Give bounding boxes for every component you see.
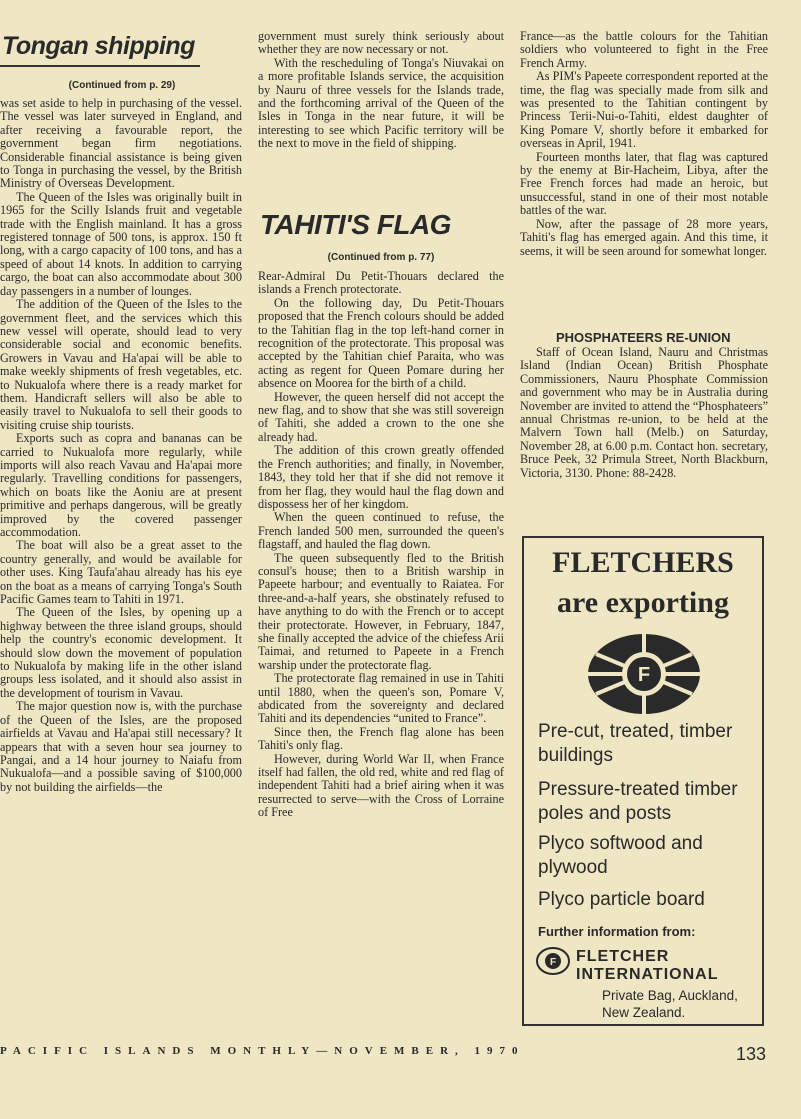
paragraph: Rear-Admiral Du Petit-Thouars declared the islands a French protectorate. [258,269,504,297]
ad-address: New Zealand. [602,1005,686,1020]
article-body [0,97,242,794]
paragraph: The protectorate flag remained in use in Tahiti until 1880, when the queen's son, Pomare V, abdicated from the sovereignty and declared Tahiti and its dependencies “united to France”. [258,671,504,726]
paragraph: As PIM's Papeete correspondent reported at the time, the flag was specially made from silk and was presented to the Tahitian contingent by Princess Terii-Nui-o-Tahiti, eldest daughter of King Pomare V, shortly before it embarked for overseas in April, 1941. [520,69,768,151]
paragraph: The major question now is, with the purchase of the Queen of the Isles, are the proposed airfields at Vavau and Ha'apai still necessary? It appears that with a seven hour sea journey to Pangai, and a 14 hour journey to Naiafu from Nukualofa—and a possible saving of $100,000 by not building the airfields—the [0,699,242,794]
article-body-continued [258,30,504,151]
paragraph: The boat will also be a great asset to the country generally, and would be available for other uses. King Taufa'ahau already has his eye on the boat as a means of carrying Tonga's South Pacific Games team to Tahiti in 1971. [0,538,242,607]
paragraph: Fourteen months later, that flag was captured by the enemy at Bir-Hacheim, Libya, after the Free French forces had made an heroic, but unsuccessful, stand in one of their most notable battles of the war. [520,149,768,218]
paragraph: The Queen of the Isles, by opening up a highway between the three island groups, should help the country's economic development. It should slow down the movement of population to Nukualofa by making life in the other island groups less isolated, and it should also assist in the development of tourism in Vavau. [0,605,242,700]
fletcher-globe-icon [586,630,702,716]
phosphateers-body [520,346,768,480]
paragraph: However, during World War II, when France itself had fallen, the old red, white and red flag of independent Tahiti had a brief airing when it was resurrected to serve—with the Cross of Lorraine of Free [258,751,504,820]
paragraph: However, the queen herself did not accept the new flag, and to show that she was still sovereign of Tahiti, she added a crown to the one she already had. [258,389,504,444]
ad-company-name: FLETCHER [576,948,670,965]
page-footer: PACIFIC ISLANDS MONTHLY—NOVEMBER, 1970 [0,1045,525,1057]
ad-headline: FLETCHERS [552,546,734,579]
paragraph: Exports such as copra and bananas can be carried to Nukualofa more regularly, while imports will also reach Vavau and Ha'apai more regularly. Travelling conditions for passengers, which on boats like the Aoniu are at present primitive and perhaps dangerous, will be greatly improved by the covered passenger accommodation. [0,431,242,539]
paragraph: was set aside to help in purchasing of the vessel. The vessel was later surveyed in England, and after receiving a favourable report, the government began firm negotiations. Considerable financial assistance is being given to Tonga in purchasing the vessel, by the British Ministry of Overseas Development. [0,96,242,191]
svg-text:F: F [637,664,651,686]
phosphateers-heading: PHOSPHATEERS RE-UNION [556,330,731,345]
ad-address: Private Bag, Auckland, [602,988,738,1003]
article-title-tahitis-flag: TAHITI'S FLAG [260,209,451,240]
paragraph: The queen subsequently fled to the British consul's house; then to a British warship in Papeete harbour; and eventually to Raiatea. For three-and-a-half years, she obstinately refused to have anything to do with the French or to accept their protectorate. However, in February, 1847, she finally accepted the advice of the chiefess Arii Taimai, and returned to Papeete in a French warship under the protectorate flag. [258,550,504,672]
title-rule [0,65,200,67]
page-number: 133 [736,1044,767,1064]
ad-product: Plyco particle board [538,889,705,910]
ad-product: Pre-cut, treated, timber buildings [538,721,733,766]
paragraph: The addition of this crown greatly offended the French authorities; and finally, in November, 1843, they told her that if she did not remove it from her flag, they would haul the flag down and dispossess her of her kingdom. [258,443,504,511]
article-title-tongan-shipping: Tongan shipping [2,32,195,60]
paragraph: The addition of the Queen of the Isles to the government fleet, and the services which this new vessel will operate, should lead to very considerable social and economic benefits. Growers in Vavau and Ha'apai will be able to make weekly shipments of fresh vegetables, etc. to Nukualofa where there is a ready market for them. Handicraft sellers will also be able to easily travel to Nukualofa to sell their goods to visiting cruise ship tourists. [0,297,242,432]
svg-text:F: F [549,957,557,968]
paragraph: On the following day, Du Petit-Thouars proposed that the French colours should be added to the Tahitian flag in the top left-hand corner in recognition of the protectorate. This proposal was accepted by the Tahitian chief Paraita, who was acting as regent for Queen Pomare during her absence on Moorea for the birth of a child. [258,295,504,391]
paragraph: government must surely think seriously about whether they are now necessary or not. [258,29,504,57]
continued-note: (Continued from p. 29) [68,80,176,91]
paragraph: With the rescheduling of Tonga's Niuvakai on a more profitable Islands service, the acquisition by Nauru of three vessels for the Islands trade, and the forthcoming arrival of the Queen of the Isles in Tonga in the near future, it will be interesting to see which Pacific territory will be the next to move in the field of shipping. [258,55,504,151]
paragraph: Staff of Ocean Island, Nauru and Christmas Island (Indian Ocean) British Phosphate Commissioners, Nauru Phosphate Commission and government who may be in Australia during November are invited to attend the “Phosphateers” annual Christmas re-union, to be held at the Malvern Town hall (Melb.) on Saturday, November 28, at 6.00 p.m. Contact hon. secretary, Bruce Peek, 32 Primula Street, North Blackburn, Victoria, 3130. Phone: 88-2428. [520,345,768,480]
ad-product: Plyco softwood and plywood [538,833,703,878]
ad-product: Pressure-treated timber poles and posts [538,779,738,824]
fletcher-small-logo-icon [536,946,570,976]
continued-note: (Continued from p. 77) [327,252,435,263]
paragraph: The Queen of the Isles was originally built in 1965 for the Scilly Islands fruit and vegetable trade with the English mainland. It has a gross registered tonnage of 500 tons, is approx. 150 ft long, with a cargo capacity of 100 tons, and has a speed of about 14 knots. In addition to carrying cargo, the boat can also accommodate about 300 day passengers in a number of lounges. [0,189,242,298]
fletcher-advertisement [522,536,764,1026]
ad-further-info: Further information from: [538,924,696,939]
ad-subheadline: are exporting [557,586,729,619]
ad-company-name: INTERNATIONAL [576,966,719,983]
paragraph: When the queen continued to refuse, the French landed 500 men, surrounded the queen's flagstaff, and hauled the flag down. [258,510,504,552]
paragraph: France—as the battle colours for the Tahitian soldiers who volunteered to fight in the Free French Army. [520,29,768,70]
paragraph: Now, after the passage of 28 more years, Tahiti's flag has emerged again. And this time, it seems, it will be seen around for somewhat longer. [520,216,768,258]
paragraph: Since then, the French flag alone has been Tahiti's only flag. [258,724,504,753]
article-body [258,270,504,820]
article-body-continued [520,30,768,258]
